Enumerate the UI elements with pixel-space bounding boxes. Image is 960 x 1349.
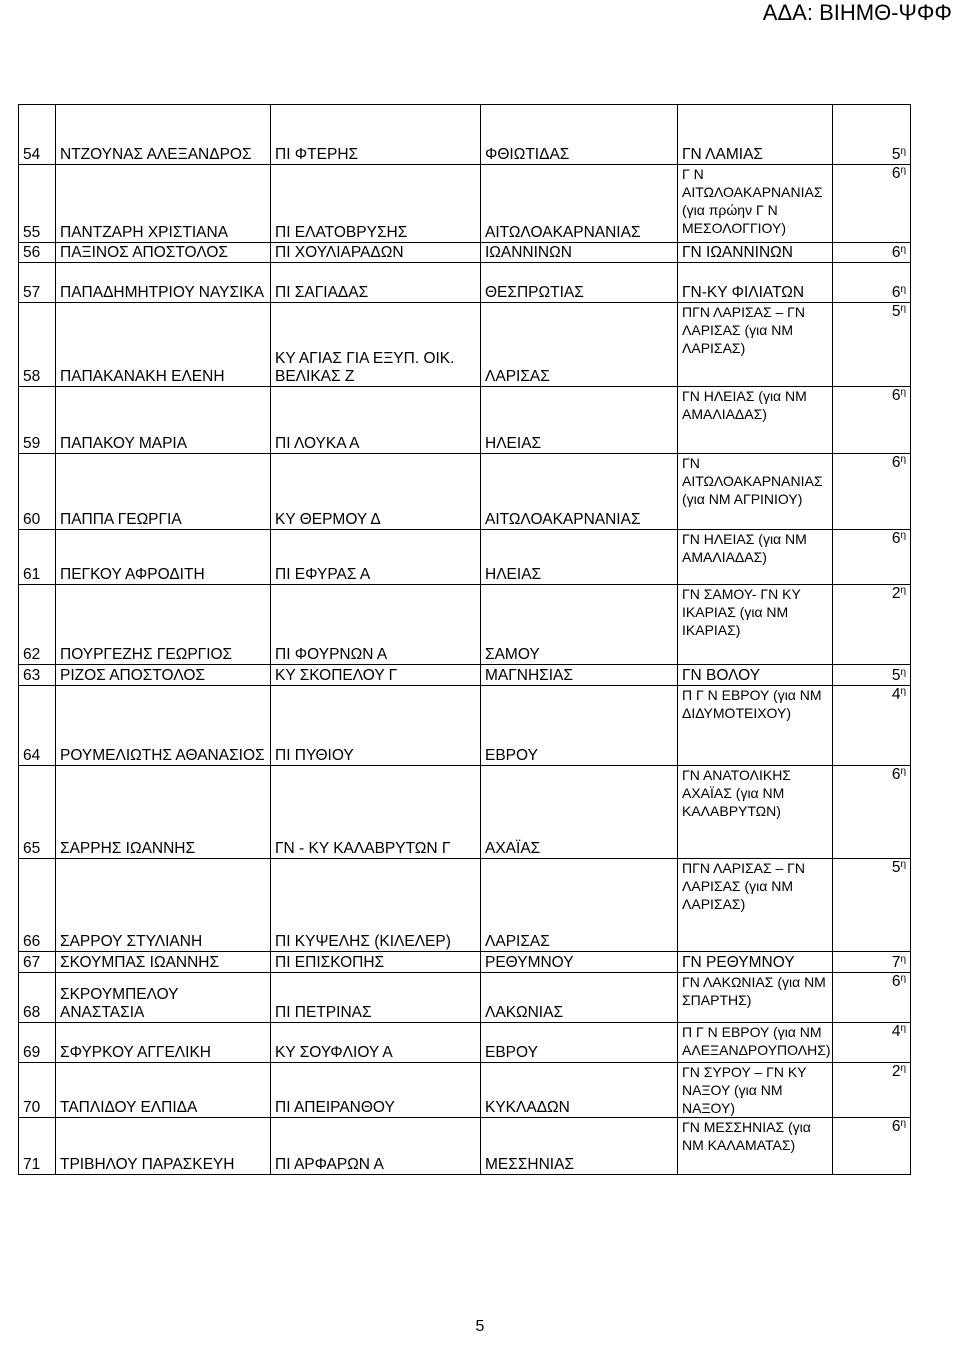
rank-cell [833, 105, 911, 165]
rank-value: 6 [891, 530, 901, 547]
row-number: 67 [19, 952, 56, 973]
school-name: ΠΙ ΦΤΕΡΗΣ [271, 105, 481, 165]
row-number: 54 [19, 105, 56, 165]
row-number: 61 [19, 530, 56, 585]
school-name: ΠΙ ΠΕΤΡΙΝΑΣ [271, 973, 481, 1023]
table-body [19, 105, 911, 1175]
school-name: ΚΥ ΑΓΙΑΣ ΓΙΑ ΕΞΥΠ. ΟΙΚ. ΒΕΛΙΚΑΣ Ζ [271, 303, 481, 387]
teacher-name: ΝΤΖΟΥΝΑΣ ΑΛΕΞΑΝΔΡΟΣ [56, 105, 271, 165]
hospital-name: ΓΝ ΡΕΘΥΜΝΟΥ [678, 952, 833, 973]
rank-suffix: η [900, 146, 906, 157]
school-name: ΠΙ ΛΟΥΚΑ Α [271, 387, 481, 454]
hospital-name: ΓΝ ΑΝΑΤΟΛΙΚΗΣ ΑΧΑΪΑΣ (για ΝΜ ΚΑΛΑΒΡΥΤΩΝ) [678, 766, 833, 859]
rank-value: 6 [891, 973, 901, 990]
rank-value: 6 [891, 454, 901, 471]
school-name: ΠΙ ΚΥΨΕΛΗΣ (ΚΙΛΕΛΕΡ) [271, 859, 481, 952]
school-name: ΠΙ ΑΡΦΑΡΩΝ Α [271, 1118, 481, 1175]
rank-cell [833, 454, 911, 530]
table-row [19, 387, 911, 454]
rank-suffix: η [900, 766, 906, 777]
prefecture-name: ΦΘΙΩΤΙΔΑΣ [481, 105, 678, 165]
rank-suffix: η [900, 859, 906, 870]
table-row [19, 1023, 911, 1063]
school-name: ΠΙ ΦΟΥΡΝΩΝ Α [271, 585, 481, 665]
row-number: 70 [19, 1063, 56, 1118]
school-name: ΠΙ ΕΛΑΤΟΒΡΥΣΗΣ [271, 165, 481, 243]
teacher-name: ΠΑΞΙΝΟΣ ΑΠΟΣΤΟΛΟΣ [56, 243, 271, 263]
rank-value: 5 [891, 667, 901, 684]
rank-value: 2 [891, 1063, 901, 1080]
prefecture-name: ΕΒΡΟΥ [481, 1023, 678, 1063]
teacher-name: ΣΚΡΟΥΜΠΕΛΟΥ ΑΝΑΣΤΑΣΙΑ [56, 973, 271, 1023]
teacher-name: ΤΑΠΛΙΔΟΥ ΕΛΠΙΔΑ [56, 1063, 271, 1118]
table-row [19, 263, 911, 303]
school-name: ΓΝ - ΚΥ ΚΑΛΑΒΡΥΤΩΝ Γ [271, 766, 481, 859]
rank-suffix: η [900, 973, 906, 984]
prefecture-name: ΛΑΚΩΝΙΑΣ [481, 973, 678, 1023]
prefecture-name: ΑΧΑΪΑΣ [481, 766, 678, 859]
rank-value: 2 [891, 585, 901, 602]
hospital-name: ΓΝ ΙΩΑΝΝΙΝΩΝ [678, 243, 833, 263]
hospital-name: ΓΝ ΗΛΕΙΑΣ (για ΝΜ ΑΜΑΛΙΑΔΑΣ) [678, 530, 833, 585]
school-name: ΚΥ ΣΟΥΦΛΙΟΥ Α [271, 1023, 481, 1063]
row-number: 69 [19, 1023, 56, 1063]
rank-suffix: η [900, 954, 906, 965]
row-number: 65 [19, 766, 56, 859]
teacher-name: ΡΙΖΟΣ ΑΠΟΣΤΟΛΟΣ [56, 665, 271, 686]
hospital-name: ΓΝ ΛΑΜΙΑΣ [678, 105, 833, 165]
rank-cell [833, 530, 911, 585]
row-number: 64 [19, 686, 56, 766]
rank-cell [833, 1023, 911, 1063]
table-row [19, 303, 911, 387]
prefecture-name: ΑΙΤΩΛΟΑΚΑΡΝΑΝΙΑΣ [481, 165, 678, 243]
teacher-name: ΣΦΥΡΚΟΥ ΑΓΓΕΛΙΚΗ [56, 1023, 271, 1063]
row-number: 66 [19, 859, 56, 952]
rank-cell [833, 165, 911, 243]
rank-suffix: η [900, 284, 906, 295]
rank-cell [833, 973, 911, 1023]
rank-suffix: η [900, 1023, 906, 1034]
rank-suffix: η [900, 667, 906, 678]
row-number: 60 [19, 454, 56, 530]
rank-value: 6 [891, 766, 901, 783]
rank-value: 6 [891, 165, 901, 182]
rank-cell [833, 1063, 911, 1118]
prefecture-name: ΑΙΤΩΛΟΑΚΑΡΝΑΝΙΑΣ [481, 454, 678, 530]
teacher-name: ΡΟΥΜΕΛΙΩΤΗΣ ΑΘΑΝΑΣΙΟΣ [56, 686, 271, 766]
prefecture-name: ΛΑΡΙΣΑΣ [481, 303, 678, 387]
rank-cell [833, 766, 911, 859]
rank-suffix: η [900, 387, 906, 398]
rank-suffix: η [900, 303, 906, 314]
rank-cell [833, 585, 911, 665]
teacher-name: ΣΑΡΡΟΥ ΣΤΥΛΙΑΝΗ [56, 859, 271, 952]
page-number: 5 [475, 1318, 485, 1335]
table-row [19, 859, 911, 952]
teacher-name: ΠΑΠΑΚΟΥ ΜΑΡΙΑ [56, 387, 271, 454]
teacher-name: ΠΕΓΚΟΥ ΑΦΡΟΔΙΤΗ [56, 530, 271, 585]
rank-cell [833, 859, 911, 952]
rank-suffix: η [900, 686, 906, 697]
teacher-name: ΣΑΡΡΗΣ ΙΩΑΝΝΗΣ [56, 766, 271, 859]
hospital-name: Γ Ν ΑΙΤΩΛΟΑΚΑΡΝΑΝΙΑΣ (για πρώην Γ Ν ΜΕΣΟΛΟΓΓΙΟΥ) [678, 165, 833, 243]
school-name: ΚΥ ΣΚΟΠΕΛΟΥ Γ [271, 665, 481, 686]
hospital-name: Π Γ Ν ΕΒΡΟΥ (για ΝΜ ΔΙΔΥΜΟΤΕΙΧΟΥ) [678, 686, 833, 766]
hospital-name: ΓΝ ΒΟΛΟΥ [678, 665, 833, 686]
rank-value: 5 [891, 146, 901, 163]
table-row [19, 952, 911, 973]
rank-cell [833, 243, 911, 263]
rank-cell [833, 1118, 911, 1175]
rank-cell [833, 686, 911, 766]
school-name: ΠΙ ΣΑΓΙΑΔΑΣ [271, 263, 481, 303]
school-name: ΠΙ ΕΦΥΡΑΣ Α [271, 530, 481, 585]
rank-cell [833, 387, 911, 454]
hospital-name: ΠΓΝ ΛΑΡΙΣΑΣ – ΓΝ ΛΑΡΙΣΑΣ (για ΝΜ ΛΑΡΙΣΑΣ) [678, 303, 833, 387]
row-number: 71 [19, 1118, 56, 1175]
table-row [19, 243, 911, 263]
school-name: ΠΙ ΕΠΙΣΚΟΠΗΣ [271, 952, 481, 973]
rank-suffix: η [900, 585, 906, 596]
rank-cell [833, 665, 911, 686]
prefecture-name: ΛΑΡΙΣΑΣ [481, 859, 678, 952]
row-number: 63 [19, 665, 56, 686]
hospital-name: Π Γ Ν ΕΒΡΟΥ (για ΝΜ ΑΛΕΞΑΝΔΡΟΥΠΟΛΗΣ) [678, 1023, 833, 1063]
hospital-name: ΓΝ ΗΛΕΙΑΣ (για ΝΜ ΑΜΑΛΙΑΔΑΣ) [678, 387, 833, 454]
hospital-name: ΠΓΝ ΛΑΡΙΣΑΣ – ΓΝ ΛΑΡΙΣΑΣ (για ΝΜ ΛΑΡΙΣΑΣ) [678, 859, 833, 952]
table-row [19, 973, 911, 1023]
hospital-name: ΓΝ ΑΙΤΩΛΟΑΚΑΡΝΑΝΙΑΣ (για ΝΜ ΑΓΡΙΝΙΟΥ) [678, 454, 833, 530]
school-name: ΠΙ ΑΠΕΙΡΑΝΘΟΥ [271, 1063, 481, 1118]
prefecture-name: ΚΥΚΛΑΔΩΝ [481, 1063, 678, 1118]
rank-suffix: η [900, 244, 906, 255]
rank-cell [833, 303, 911, 387]
table-row [19, 1063, 911, 1118]
rank-value: 6 [891, 387, 901, 404]
rank-value: 6 [891, 284, 901, 301]
table-row [19, 530, 911, 585]
table-row [19, 585, 911, 665]
prefecture-name: ΡΕΘΥΜΝΟΥ [481, 952, 678, 973]
row-number: 56 [19, 243, 56, 263]
row-number: 55 [19, 165, 56, 243]
row-number: 59 [19, 387, 56, 454]
rank-suffix: η [900, 1118, 906, 1129]
prefecture-name: ΕΒΡΟΥ [481, 686, 678, 766]
table-row [19, 766, 911, 859]
table-row [19, 105, 911, 165]
table-row [19, 1118, 911, 1175]
rank-value: 6 [891, 1118, 901, 1135]
row-number: 57 [19, 263, 56, 303]
rank-suffix: η [900, 165, 906, 176]
teacher-name: ΣΚΟΥΜΠΑΣ ΙΩΑΝΝΗΣ [56, 952, 271, 973]
assignments-table [18, 104, 911, 1175]
table-row [19, 686, 911, 766]
hospital-name: ΓΝ ΣΥΡΟΥ – ΓΝ ΚΥ ΝΑΞΟΥ (για ΝΜ ΝΑΞΟΥ) [678, 1063, 833, 1118]
teacher-name: ΤΡΙΒΗΛΟΥ ΠΑΡΑΣΚΕΥΗ [56, 1118, 271, 1175]
teacher-name: ΠΟΥΡΓΕΖΗΣ ΓΕΩΡΓΙΟΣ [56, 585, 271, 665]
prefecture-name: ΗΛΕΙΑΣ [481, 387, 678, 454]
rank-value: 6 [891, 244, 901, 261]
prefecture-name: ΙΩΑΝΝΙΝΩΝ [481, 243, 678, 263]
teacher-name: ΠΑΠΑΔΗΜΗΤΡΙΟΥ ΝΑΥΣΙΚΑ [56, 263, 271, 303]
rank-cell [833, 263, 911, 303]
rank-value: 5 [891, 303, 901, 320]
rank-suffix: η [900, 454, 906, 465]
teacher-name: ΠΑΠΠΑ ΓΕΩΡΓΙΑ [56, 454, 271, 530]
row-number: 62 [19, 585, 56, 665]
prefecture-name: ΣΑΜΟΥ [481, 585, 678, 665]
rank-cell [833, 952, 911, 973]
hospital-name: ΓΝ ΣΑΜΟΥ- ΓΝ ΚΥ ΙΚΑΡΙΑΣ (για ΝΜ ΙΚΑΡΙΑΣ) [678, 585, 833, 665]
table-row [19, 454, 911, 530]
table-row [19, 165, 911, 243]
rank-suffix: η [900, 530, 906, 541]
rank-value: 4 [891, 686, 901, 703]
ada-code: ΑΔΑ: ΒΙΗΜΘ-ΨΦΦ [762, 0, 952, 25]
school-name: ΠΙ ΠΥΘΙΟΥ [271, 686, 481, 766]
row-number: 58 [19, 303, 56, 387]
rank-suffix: η [900, 1063, 906, 1074]
school-name: ΚΥ ΘΕΡΜΟΥ Δ [271, 454, 481, 530]
school-name: ΠΙ ΧΟΥΛΙΑΡΑΔΩΝ [271, 243, 481, 263]
table-row [19, 665, 911, 686]
prefecture-name: ΜΕΣΣΗΝΙΑΣ [481, 1118, 678, 1175]
hospital-name: ΓΝ ΛΑΚΩΝΙΑΣ (για ΝΜ ΣΠΑΡΤΗΣ) [678, 973, 833, 1023]
rank-value: 7 [891, 954, 901, 971]
hospital-name: ΓΝ-ΚΥ ΦΙΛΙΑΤΩΝ [678, 263, 833, 303]
prefecture-name: ΘΕΣΠΡΩΤΙΑΣ [481, 263, 678, 303]
rank-value: 5 [891, 859, 901, 876]
teacher-name: ΠΑΝΤΖΑΡΗ ΧΡΙΣΤΙΑΝΑ [56, 165, 271, 243]
teacher-name: ΠΑΠΑΚΑΝΑΚΗ ΕΛΕΝΗ [56, 303, 271, 387]
hospital-name: ΓΝ ΜΕΣΣΗΝΙΑΣ (για ΝΜ ΚΑΛΑΜΑΤΑΣ) [678, 1118, 833, 1175]
prefecture-name: ΗΛΕΙΑΣ [481, 530, 678, 585]
row-number: 68 [19, 973, 56, 1023]
prefecture-name: ΜΑΓΝΗΣΙΑΣ [481, 665, 678, 686]
rank-value: 4 [891, 1023, 901, 1040]
